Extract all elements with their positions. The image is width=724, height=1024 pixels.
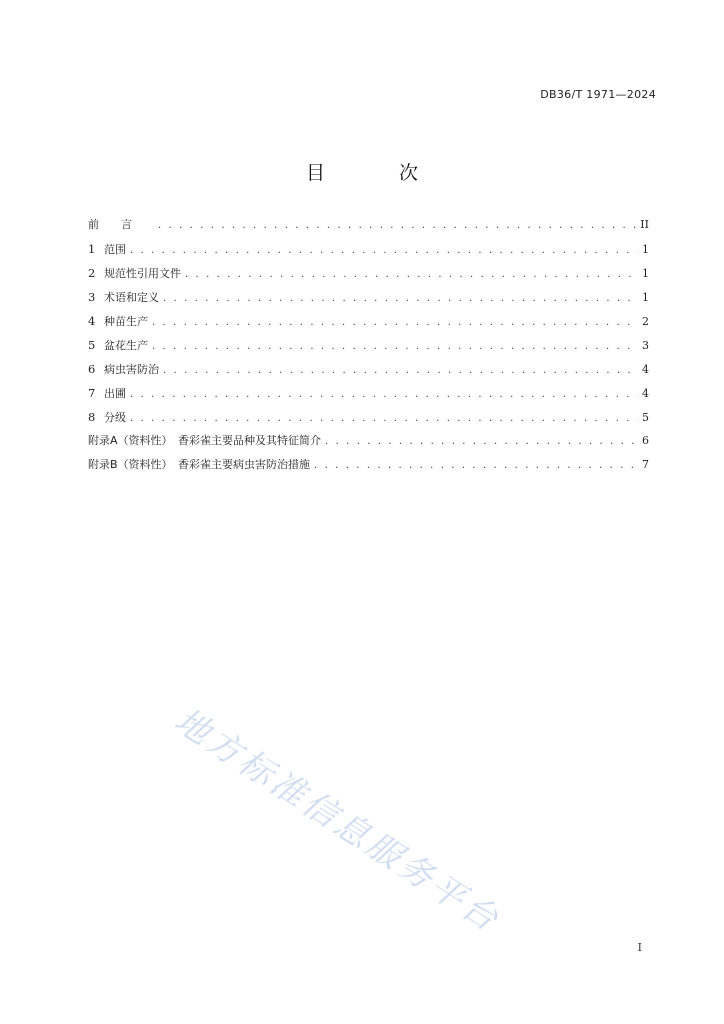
toc-entry-number: 4 xyxy=(88,314,96,328)
page-number: I xyxy=(637,941,642,954)
watermark: 地方标准信息服务平台 xyxy=(167,700,508,942)
toc-leader-dots xyxy=(314,459,638,473)
toc-entry-label: 规范性引用文件 xyxy=(104,267,181,280)
toc-entry-page: 7 xyxy=(642,458,649,471)
toc-entry-label: 范围 xyxy=(104,243,126,256)
toc-leader-dots xyxy=(163,364,638,378)
toc-entry-foreword[interactable] xyxy=(88,218,649,242)
toc-entry-number: 6 xyxy=(88,362,96,376)
toc-entry-number: 8 xyxy=(88,410,96,424)
toc-entry-page: 1 xyxy=(642,267,649,280)
toc-entry-appendix-a[interactable] xyxy=(88,434,649,458)
toc-entry-number: 2 xyxy=(88,266,96,280)
toc-entry-number: 3 xyxy=(88,290,96,304)
toc-leader-dots xyxy=(130,244,638,258)
toc-entry-label: 附录A（资料性） 香彩雀主要品种及其特征简介 xyxy=(88,434,322,447)
toc-entry-appendix-b[interactable] xyxy=(88,458,649,482)
toc-entry-label: 盆花生产 xyxy=(104,339,148,352)
toc-entry-6[interactable] xyxy=(88,362,649,386)
toc-leader-dots xyxy=(152,316,638,330)
toc-entry-page: 5 xyxy=(642,411,649,424)
page-title: 目 次 xyxy=(305,162,453,184)
toc-entry-label: 病虫害防治 xyxy=(104,363,159,376)
toc-entry-number: 7 xyxy=(88,386,96,400)
toc-entry-label: 出圃 xyxy=(104,387,126,400)
toc-entry-1[interactable] xyxy=(88,242,649,266)
toc-leader-dots xyxy=(152,340,638,354)
toc-leader-dots xyxy=(163,292,638,306)
toc-entry-page: 6 xyxy=(642,434,649,447)
toc-entry-page: 2 xyxy=(642,315,649,328)
toc-entry-page: 4 xyxy=(642,363,649,376)
document-code: DB36/T 1971—2024 xyxy=(540,88,656,101)
toc-entry-page: 3 xyxy=(642,339,649,352)
toc-entry-page: 1 xyxy=(642,243,649,256)
toc-entry-label: 前言 xyxy=(88,218,154,231)
toc-leader-dots xyxy=(130,412,638,426)
toc-entry-number: 1 xyxy=(88,242,96,256)
toc-entry-8[interactable] xyxy=(88,410,649,434)
toc-entry-7[interactable] xyxy=(88,386,649,410)
toc-entry-page: II xyxy=(640,218,649,231)
toc-leader-dots xyxy=(185,268,638,282)
toc-entry-number: 5 xyxy=(88,338,96,352)
table-of-contents xyxy=(88,218,649,482)
toc-leader-dots xyxy=(325,435,638,449)
toc-entry-4[interactable] xyxy=(88,314,649,338)
toc-entry-5[interactable] xyxy=(88,338,649,362)
toc-entry-label: 分级 xyxy=(104,411,126,424)
toc-entry-3[interactable] xyxy=(88,290,649,314)
toc-entry-label: 种苗生产 xyxy=(104,315,148,328)
toc-entry-label: 术语和定义 xyxy=(104,291,159,304)
toc-entry-page: 1 xyxy=(642,291,649,304)
toc-entry-2[interactable] xyxy=(88,266,649,290)
toc-entry-label: 附录B（资料性） 香彩雀主要病虫害防治措施 xyxy=(88,458,311,471)
toc-entry-page: 4 xyxy=(642,387,649,400)
toc-leader-dots xyxy=(158,219,636,233)
toc-leader-dots xyxy=(130,388,638,402)
